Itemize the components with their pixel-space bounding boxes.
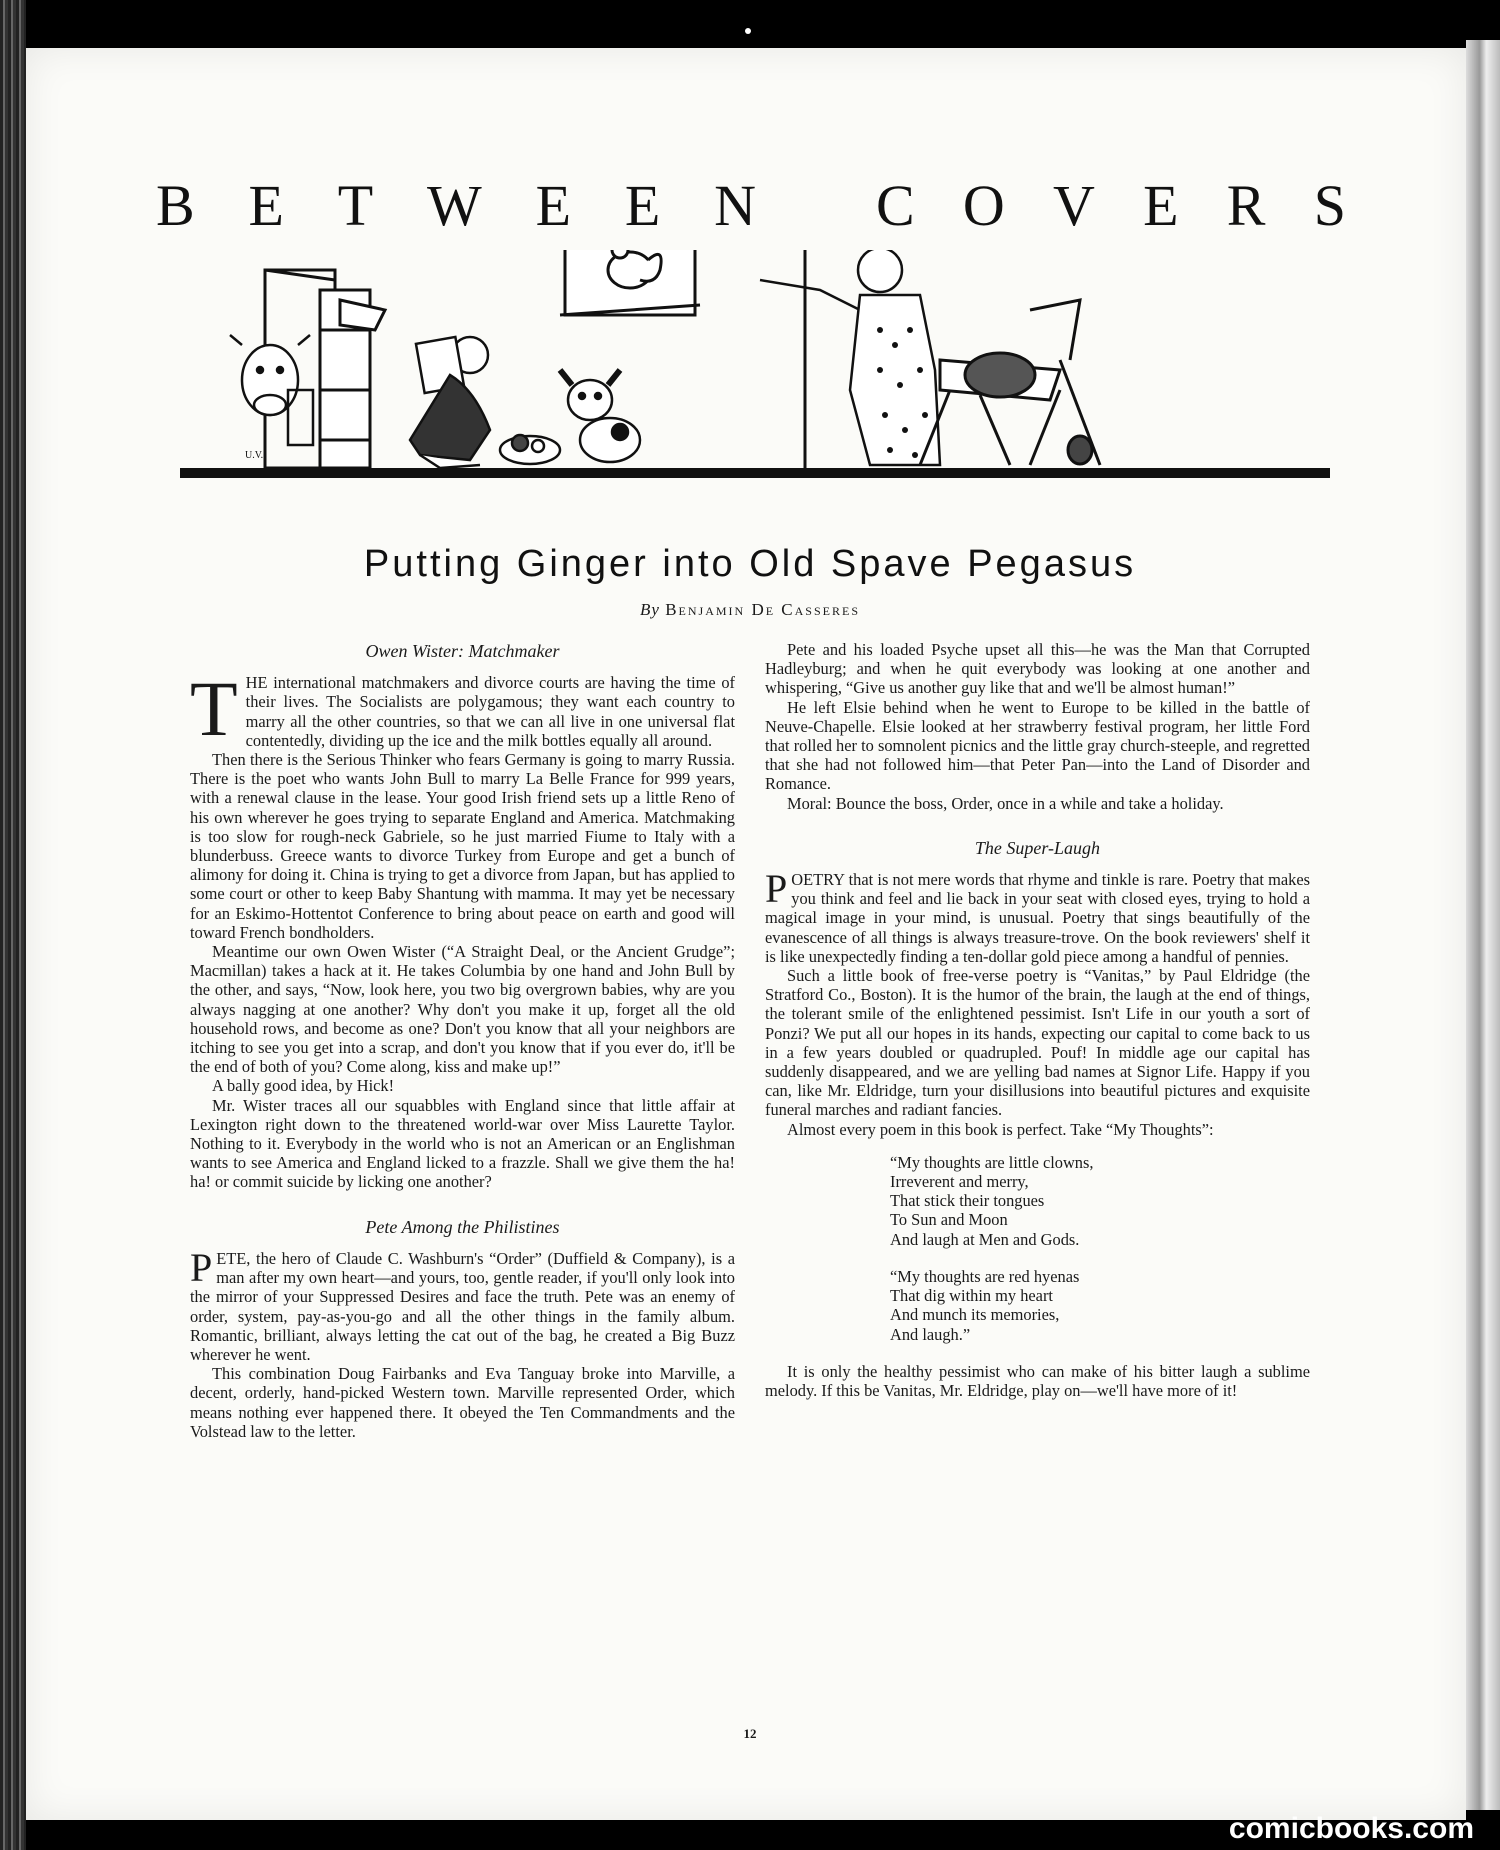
paragraph: Meantime our own Owen Wister (“A Straight Deal, or the Ancient Grudge”; Macmillan) takes a hack at it. He takes Columbia by one hand and John Bull by the other, and says, “Now, look here, you two big overgrown babies, why are you always nagging at one another? Why don't you make it up, forget all the old household rows, and become as one? Don't you know that all your neighbors are itching to see you get into a scrap, and don't you know that if you ever do, it'll be the end of both of you? Come along, kiss and make up!” [190,942,735,1077]
byline-prefix: By [640,600,660,619]
page-number: 12 [743,1726,757,1741]
article-column-left [190,640,735,1441]
article-byline [0,600,1500,620]
scan-mark [745,28,751,34]
poem-line: That stick their tongues [890,1191,1045,1211]
book-spine-left [0,0,26,1850]
paragraph: THE international matchmakers and divorce courts are having the time of their lives. The Socialists are polygamous; they want each country to marry all the other countries, so that we can all live in one universal flat contentedly, dividing up the ice and the milk bottles equally all around. [190,665,735,753]
poem-line: And munch its memories, [890,1305,1060,1325]
masthead-letter: V [1053,173,1095,238]
header-illustration [180,250,1330,490]
article-column-right [765,640,1310,1400]
basket-illustration [500,435,560,464]
poem-my-thoughts [890,1153,1310,1344]
paragraph: This combination Doug Fairbanks and Eva Tanguay broke into Marville, a decent, orderly, hand-picked Western town. Marville represented Order, which means nothing ever happened there. It obeyed the Ten Commandments and the Volstead law to the letter. [190,1364,735,1441]
page-edge-right [1466,40,1500,1810]
site-watermark: comicbooks.com [1228,1812,1474,1845]
section-heading-super-laugh: The Super-Laugh [974,837,1101,858]
masthead-letter: C [876,173,915,238]
drop-cap: P [190,1244,213,1290]
drop-cap: T [190,665,238,753]
masthead-letter: O [962,173,1005,238]
paragraph: A bally good idea, by Hick! [212,1076,395,1096]
masthead-letter: E [1143,173,1179,238]
poem-line: That dig within my heart [890,1286,1053,1306]
poem-stanza [890,1267,1310,1344]
poem-stanza [890,1153,1310,1249]
artist-signature: U.V. [245,450,264,461]
section-masthead [156,172,1346,242]
paragraph: Moral: Bounce the boss, Order, once in a while and take a holiday. [787,793,1224,813]
masthead-letter: R [1226,173,1266,238]
masthead-letter: W [427,173,482,238]
framed-rooster-picture [560,250,700,315]
poem-line: “My thoughts are little clowns, [890,1152,1094,1172]
woman-pointing-illustration [760,250,940,465]
paragraph: POETRY that is not mere words that rhyme and tinkle is rare. Poetry that makes you think and feel and lie back in your seat with closed eyes, trying to hold a magical image in your mind, is unusual. Poetry that sings beautifully of the evanescence of all things is always treasure-trove. On the book reviewers' shelf it is like unexpectedly finding a ten-dollar gold piece among a handful of pennies. [765,866,1310,966]
boy-reading-illustration [410,337,490,468]
poem-line: “My thoughts are red hyenas [890,1266,1080,1286]
masthead-letter: S [1313,173,1346,238]
paragraph: Pete and his loaded Psyche upset all this—he was the Man that Corrupted Hadleyburg; and when he quit everybody was looking at one another and whispering, “Give us another guy like that and we'll be almost human!” [765,640,1310,698]
masthead-letter: E [624,173,661,238]
drop-cap: P [765,866,788,912]
cow-illustration [230,335,313,445]
article-title: Putting Ginger into Old Spave Pegasus [363,543,1137,585]
poem-line: And laugh at Men and Gods. [890,1229,1080,1249]
paragraph: Then there is the Serious Thinker who fears Germany is going to marry Russia. There is the poet who wants John Bull to marry La Belle France for 999 years, with a renewal clause in the lease. Your good Irish friend sets up a little Reno of his own wherever he goes trying to separate England and America. Matchmaking is too slow for rough-neck Gabriele, so he just married Fiume to Italy with a blunderbuss. Greece wants to divorce Turkey from Europe and get a bunch of alimony for doing it. China is trying to get a divorce from Japan, but has applied to some court or other to keep Baby Shantung with mamma. It may yet be necessary for an Eskimo-Hottentot Conference to bring about peace on earth and good will toward French bondholders. [190,750,735,942]
masthead-word-covers [876,172,1346,242]
masthead-letter: N [714,173,756,238]
section-heading-pete: Pete Among the Philistines [365,1216,560,1237]
paragraph: Such a little book of free-verse poetry is “Vanitas,” by Paul Eldridge (the Stratford Co., Boston). It is the humor of the brain, the laugh at the end of things, the tolerant smile of the enlightened pessimist. Isn't Life in our youth a sort of Ponzi? We put all our hopes in its hands, expecting our capital to come back to us in a few years doubled or quadrupled. Pouf! In middle age our capital has suddenly disappeared, and we are yelling bad names at Signor Life. Happy if you can, like Mr. Eldridge, turn your disillusions into beautiful pictures and exquisite funeral marches and radiant fancies. [765,966,1310,1120]
overturned-table-illustration [920,300,1100,465]
poem-line: Irreverent and merry, [890,1172,1029,1192]
masthead-letter: T [337,173,374,238]
poem-line: And laugh.” [890,1324,971,1344]
masthead-letter: E [248,173,284,238]
paragraph: He left Elsie behind when he went to Europe to be killed in the battle of Neuve-Chapelle. Elsie looked at her strawberry festival program, her little Ford that rolled her to somnolent picnics and the little gray church-steeple, and regretted that she had not followed him—that Peter Pan—into the Land of Disorder and Romance. [765,697,1310,794]
dog-illustration [560,370,640,462]
paragraph: Mr. Wister traces all our squabbles with England since that little affair at Lexington right down to the threatened world-war over Miss Laurette Taylor. Nothing to it. Everybody in the world who is not an American or an Englishman wants to see America and England licked to a frazzle. Shall we give them the ha! ha! or commit suicide by licking one another? [190,1095,735,1192]
masthead-word-between [156,172,756,242]
masthead-letter: B [156,173,195,238]
paragraph: It is only the healthy pessimist who can make of his bitter laugh a sublime melody. If this be Vanitas, Mr. Eldridge, play on—we'll have more of it! [765,1361,1310,1400]
byline-author: Benjamin De Casseres [665,600,860,619]
masthead-letter: E [535,173,571,238]
paragraph: Almost every poem in this book is perfect. Take “My Thoughts”: [787,1119,1214,1139]
paragraph: PETE, the hero of Claude C. Washburn's “Order” (Duffield & Company), is a man after my own heart—and yours, too, gentle reader, if you'll only look into the mirror of your Suppressed Desires and face the truth. Pete was an enemy of order, system, pay-as-you-go and all the other things in the family album. Romantic, brilliant, always letting the cat out of the bag, he created a Big Buzz wherever he went. [190,1244,735,1364]
section-heading-owen-wister: Owen Wister: Matchmaker [365,641,560,661]
poem-line: To Sun and Moon [890,1210,1008,1230]
